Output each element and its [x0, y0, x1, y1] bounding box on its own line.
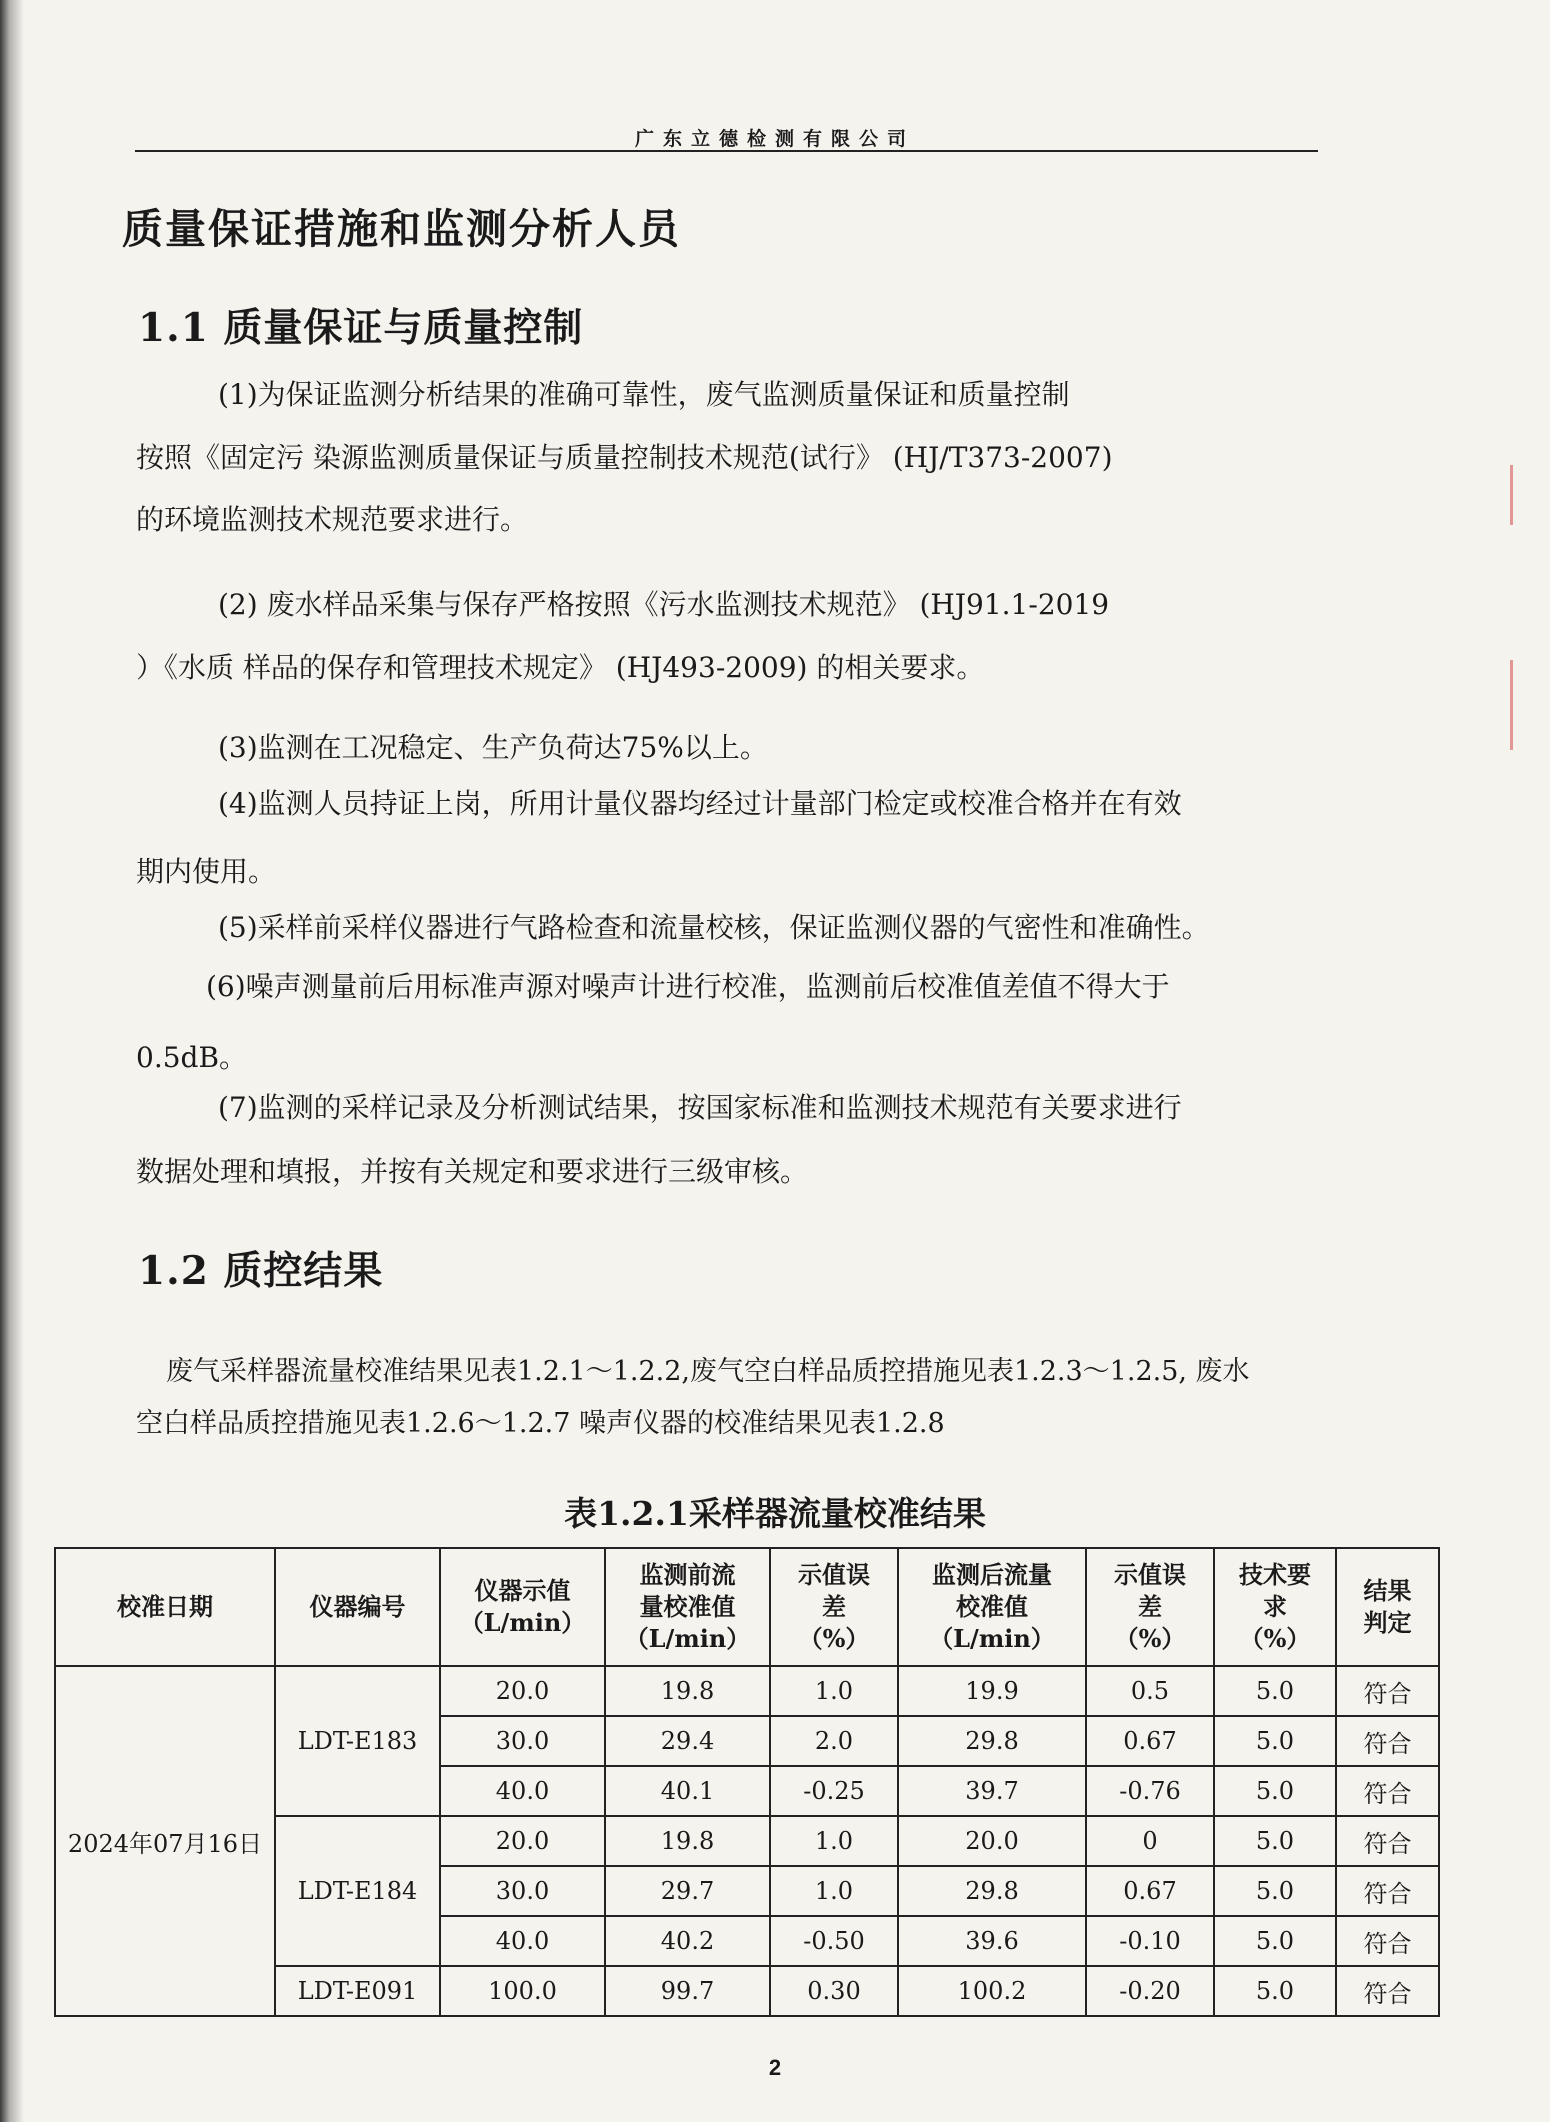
table-cell: 0.67: [1086, 1716, 1214, 1766]
table-cell: 符合: [1336, 1716, 1439, 1766]
header-cell: 示值误 差 （%）: [1086, 1548, 1214, 1666]
paragraph-line: 数据处理和填报，并按有关规定和要求进行三级审核。: [136, 1155, 809, 1188]
header-cell: 结果 判定: [1336, 1548, 1439, 1666]
document-title: 质量保证措施和监测分析人员: [122, 205, 681, 253]
paragraph-line: 空白样品质控措施见表1.2.6～1.2.7 噪声仪器的校准结果见表1.2.8: [136, 1408, 945, 1439]
table-cell: 5.0: [1214, 1816, 1336, 1866]
table-cell: 1.0: [770, 1866, 898, 1916]
paragraph-line: (6)噪声测量前后用标准声源对噪声计进行校准，监测前后校准值差值不得大于: [206, 970, 1170, 1003]
paragraph-line: 期内使用。: [136, 855, 277, 888]
table-cell: 30.0: [440, 1866, 605, 1916]
table-cell: 符合: [1336, 1766, 1439, 1816]
table-cell: -0.76: [1086, 1766, 1214, 1816]
company-header: 广东立德检测有限公司: [634, 128, 915, 150]
instrument-id-cell: LDT-E183: [275, 1666, 440, 1816]
table-cell: 19.8: [605, 1666, 770, 1716]
paragraph-line: ）《水质 样品的保存和管理技术规定》 (HJ493-2009) 的相关要求。: [136, 651, 985, 684]
table-cell: 19.9: [898, 1666, 1086, 1716]
instrument-id-cell: LDT-E184: [275, 1816, 440, 1966]
table-cell: 1.0: [770, 1816, 898, 1866]
table-cell: -0.20: [1086, 1966, 1214, 2016]
paragraph-line: (5)采样前采样仪器进行气路检查和流量校核，保证监测仪器的气密性和准确性。: [218, 911, 1210, 944]
table-cell: 5.0: [1214, 1966, 1336, 2016]
table-cell: 20.0: [440, 1666, 605, 1716]
calibration-date-cell: 2024年07月16日: [55, 1666, 275, 2016]
table-cell: 0.67: [1086, 1866, 1214, 1916]
table-body: [55, 1666, 1439, 2016]
table-cell: 40.1: [605, 1766, 770, 1816]
page-edge-shadow: [0, 0, 24, 2122]
table-cell: 符合: [1336, 1966, 1439, 2016]
paragraph-line: 的环境监测技术规范要求进行。: [136, 503, 529, 536]
header-cell: 校准日期: [55, 1548, 275, 1666]
table-cell: 1.0: [770, 1666, 898, 1716]
table-cell: 99.7: [605, 1966, 770, 2016]
table-cell: 20.0: [440, 1816, 605, 1866]
table-cell: 40.2: [605, 1916, 770, 1966]
header-cell: 监测前流 量校准值 （L/min）: [605, 1548, 770, 1666]
table-cell: 100.2: [898, 1966, 1086, 2016]
paragraph-line: (4)监测人员持证上岗，所用计量仪器均经过计量部门检定或校准合格并在有效: [218, 787, 1182, 820]
table-cell: 20.0: [898, 1816, 1086, 1866]
table-header-row: [55, 1548, 1439, 1666]
table-cell: 100.0: [440, 1966, 605, 2016]
section-1-1-heading: 1.1 质量保证与质量控制: [138, 305, 584, 351]
calibration-table: [54, 1547, 1440, 2017]
paragraph-line: (7)监测的采样记录及分析测试结果，按国家标准和监测技术规范有关要求进行: [218, 1091, 1182, 1124]
table-cell: 0: [1086, 1816, 1214, 1866]
stamp-fragment: [1510, 660, 1543, 750]
stamp-fragment: [1510, 465, 1543, 525]
table-cell: 29.4: [605, 1716, 770, 1766]
header-cell: 仪器示值 （L/min）: [440, 1548, 605, 1666]
header-cell: 技术要 求 （%）: [1214, 1548, 1336, 1666]
paragraph-line: 0.5dB。: [136, 1041, 248, 1074]
paragraph-line: 废气采样器流量校准结果见表1.2.1～1.2.2,废气空白样品质控措施见表1.2.3～1.2.5, 废水: [166, 1356, 1250, 1387]
section-1-2-heading: 1.2 质控结果: [138, 1248, 384, 1294]
table-cell: 5.0: [1214, 1766, 1336, 1816]
table-cell: 19.8: [605, 1816, 770, 1866]
paragraph-line: (1)为保证监测分析结果的准确可靠性，废气监测质量保证和质量控制: [218, 378, 1070, 411]
table-cell: 29.8: [898, 1866, 1086, 1916]
table-cell: 39.7: [898, 1766, 1086, 1816]
table-cell: 39.6: [898, 1916, 1086, 1966]
table-row: [55, 1666, 1439, 1716]
table-cell: 5.0: [1214, 1916, 1336, 1966]
header-cell: 示值误 差 （%）: [770, 1548, 898, 1666]
table-cell: 符合: [1336, 1816, 1439, 1866]
table-cell: 40.0: [440, 1916, 605, 1966]
table-cell: -0.50: [770, 1916, 898, 1966]
table-cell: 29.7: [605, 1866, 770, 1916]
table-cell: 30.0: [440, 1716, 605, 1766]
table-cell: 符合: [1336, 1916, 1439, 1966]
header-rule: [135, 150, 1318, 152]
table-cell: 符合: [1336, 1666, 1439, 1716]
table-cell: -0.25: [770, 1766, 898, 1816]
table-cell: -0.10: [1086, 1916, 1214, 1966]
table-caption: 表1.2.1采样器流量校准结果: [564, 1494, 986, 1533]
table-cell: 符合: [1336, 1866, 1439, 1916]
table-cell: 40.0: [440, 1766, 605, 1816]
table-cell: 0.30: [770, 1966, 898, 2016]
table-cell: 5.0: [1214, 1716, 1336, 1766]
header-cell: 监测后流量 校准值 （L/min）: [898, 1548, 1086, 1666]
paragraph-line: (3)监测在工况稳定、生产负荷达75%以上。: [218, 731, 768, 764]
table-cell: 2.0: [770, 1716, 898, 1766]
header-cell: 仪器编号: [275, 1548, 440, 1666]
table-cell: 0.5: [1086, 1666, 1214, 1716]
table-cell: 5.0: [1214, 1866, 1336, 1916]
instrument-id-cell: LDT-E091: [275, 1966, 440, 2016]
paragraph-line: 按照《固定污 染源监测质量保证与质量控制技术规范(试行》 (HJ/T373-2007): [136, 441, 1113, 474]
page-number: 2: [768, 2055, 782, 2080]
paragraph-line: (2) 废水样品采集与保存严格按照《污水监测技术规范》 (HJ91.1-2019: [218, 588, 1110, 621]
table-cell: 5.0: [1214, 1666, 1336, 1716]
table-cell: 29.8: [898, 1716, 1086, 1766]
